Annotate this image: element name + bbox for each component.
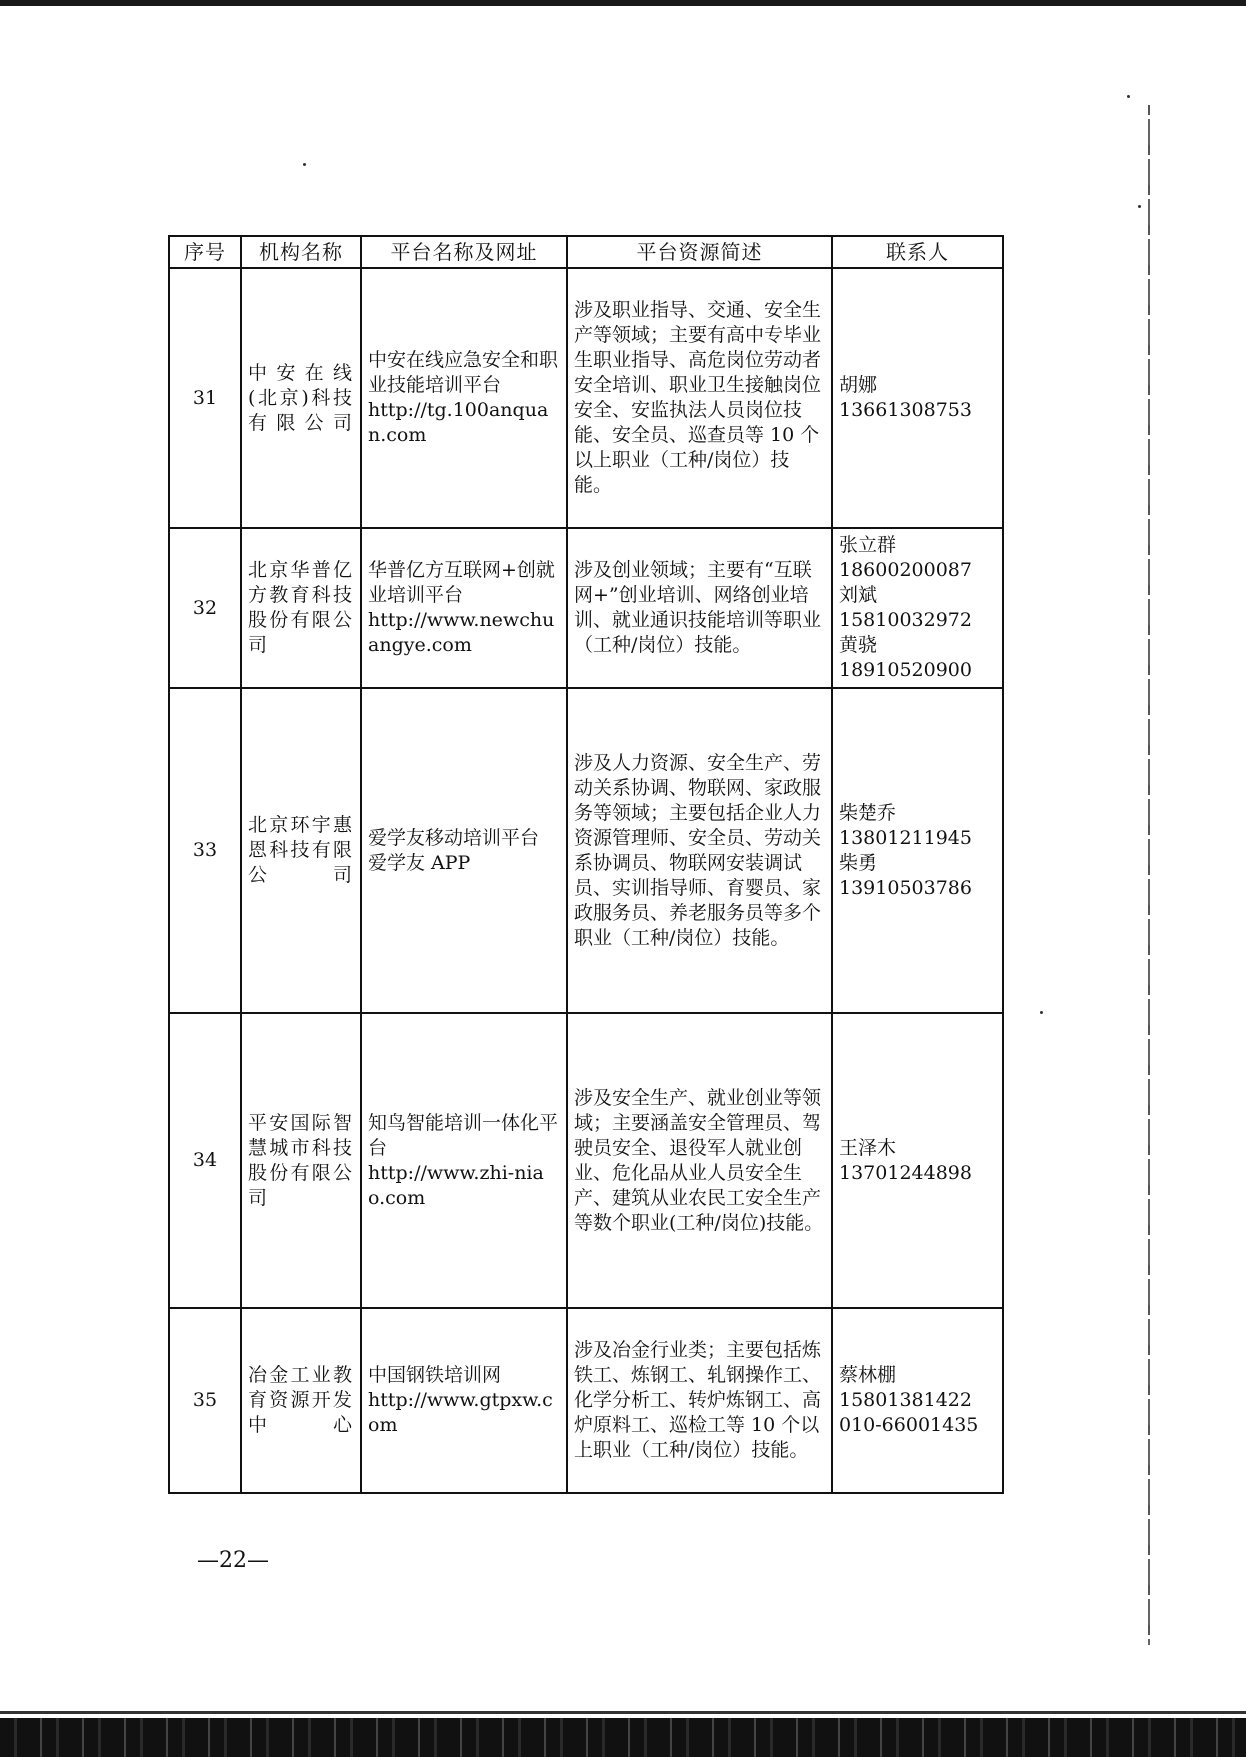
training-platform-table <box>168 235 1004 1494</box>
contact-phone: 18910520900 <box>839 659 972 681</box>
contact-name: 柴楚乔 <box>839 801 897 824</box>
row-platform <box>361 688 567 1013</box>
table-row <box>169 528 1003 688</box>
contact-phone: 13801211945 <box>839 826 972 849</box>
row-num: 34 <box>169 1013 241 1308</box>
header-desc: 平台资源简述 <box>567 236 832 268</box>
row-desc: 涉及创业领域；主要有“互联网+”创业培训、网络创业培训、就业通识技能培训等职业（工种/岗位）技能。 <box>567 528 832 688</box>
contact-name: 胡娜 <box>839 374 878 396</box>
contact-name: 蔡林棚 <box>839 1364 897 1386</box>
contact-phone: 13701244898 <box>839 1161 972 1184</box>
row-contact <box>832 688 1003 1013</box>
row-platform <box>361 1013 567 1308</box>
platform-url: http://www.gtpxw.com <box>368 1389 553 1436</box>
platform-name: 爱学友移动培训平台 <box>368 826 540 849</box>
row-platform <box>361 528 567 688</box>
row-contact <box>832 268 1003 528</box>
platform-name: 中国钢铁培训网 <box>368 1364 502 1386</box>
row-platform <box>361 1308 567 1493</box>
scan-bottom-edge <box>0 1718 1246 1757</box>
platform-name: 中安在线应急安全和职业技能培训平台 <box>368 349 559 396</box>
row-org: 北京华普亿方教育科技股份有限公司 <box>241 528 361 688</box>
contact-phone: 010-66001435 <box>839 1414 979 1436</box>
scan-speck <box>1127 95 1130 98</box>
row-org: 平安国际智慧城市科技股份有限公司 <box>241 1013 361 1308</box>
row-num: 31 <box>169 268 241 528</box>
scan-right-edge-line <box>1148 105 1150 1645</box>
row-org: 北京环宇惠恩科技有限公司 <box>241 688 361 1013</box>
row-num: 35 <box>169 1308 241 1493</box>
platform-name: 知鸟智能培训一体化平台 <box>368 1111 559 1159</box>
row-contact <box>832 528 1003 688</box>
header-contact: 联系人 <box>832 236 1003 268</box>
table-header-row <box>169 236 1003 268</box>
contact-phone: 13910503786 <box>839 876 972 899</box>
table-row <box>169 1013 1003 1308</box>
header-org: 机构名称 <box>241 236 361 268</box>
row-desc: 涉及人力资源、安全生产、劳动关系协调、物联网、家政服务等领域；主要包括企业人力资源管理师、安全员、劳动关系协调员、物联网安装调试员、实训指导师、育婴员、家政服务员、养老服务员等多个职业（工种/岗位）技能。 <box>567 688 832 1013</box>
scan-speck <box>303 163 306 166</box>
platform-app: 爱学友 APP <box>368 851 471 874</box>
row-contact <box>832 1013 1003 1308</box>
contact-phone: 13661308753 <box>839 399 972 421</box>
platform-name: 华普亿方互联网+创就业培训平台 <box>368 559 555 606</box>
row-desc: 涉及职业指导、交通、安全生产等领域；主要有高中专毕业生职业指导、高危岗位劳动者安全培训、职业卫生接触岗位安全、安监执法人员岗位技能、安全员、巡查员等 10 个以上职业（工种/岗位）技能。 <box>567 268 832 528</box>
contact-phone: 18600200087 <box>839 559 972 581</box>
row-num: 32 <box>169 528 241 688</box>
scan-bottom-line <box>0 1711 1246 1714</box>
page-number: —22— <box>197 1548 269 1573</box>
platform-url: http://www.zhi-niao.com <box>368 1161 544 1209</box>
contact-phone: 15810032972 <box>839 609 972 631</box>
table-row <box>169 688 1003 1013</box>
row-num: 33 <box>169 688 241 1013</box>
contact-name: 柴勇 <box>839 851 878 874</box>
contact-name: 王泽木 <box>839 1136 897 1159</box>
row-org: 冶金工业教育资源开发中心 <box>241 1308 361 1493</box>
contact-name: 张立群 <box>839 534 897 556</box>
header-seq: 序号 <box>169 236 241 268</box>
row-org: 中安在线(北京)科技有限公司 <box>241 268 361 528</box>
table-row <box>169 268 1003 528</box>
table-row <box>169 1308 1003 1493</box>
contact-phone: 15801381422 <box>839 1389 972 1411</box>
row-platform <box>361 268 567 528</box>
row-desc: 涉及安全生产、就业创业等领域；主要涵盖安全管理员、驾驶员安全、退役军人就业创业、危化品从业人员安全生产、建筑从业农民工安全生产等数个职业(工种/岗位)技能。 <box>567 1013 832 1308</box>
contact-name: 刘斌 <box>839 584 878 606</box>
row-contact <box>832 1308 1003 1493</box>
contact-name: 黄骁 <box>839 634 878 656</box>
scan-speck <box>1040 1011 1043 1014</box>
scan-top-edge <box>0 0 1246 6</box>
platform-url: http://www.newchuangye.com <box>368 609 555 656</box>
platform-url: http://tg.100anquan.com <box>368 399 549 446</box>
row-desc: 涉及冶金行业类；主要包括炼铁工、炼钢工、轧钢操作工、化学分析工、转炉炼钢工、高炉原料工、巡检工等 10 个以上职业（工种/岗位）技能。 <box>567 1308 832 1493</box>
scan-speck <box>1138 205 1141 208</box>
header-platform: 平台名称及网址 <box>361 236 567 268</box>
